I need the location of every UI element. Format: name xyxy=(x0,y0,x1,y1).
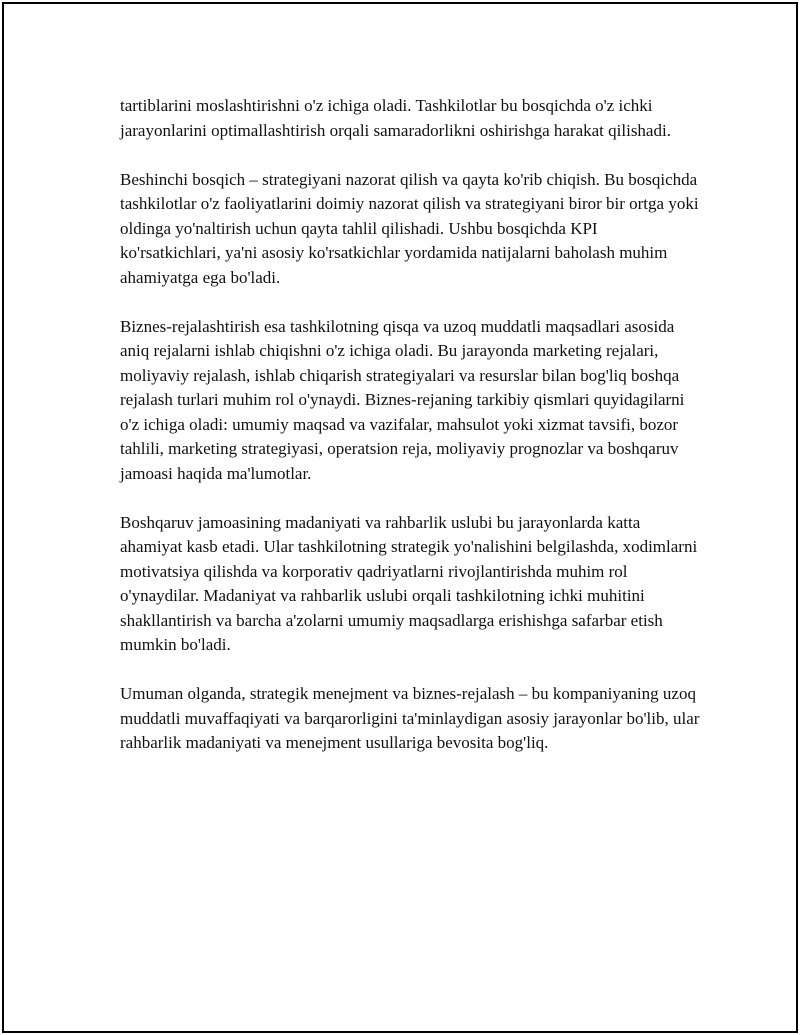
paragraph-fifth-stage: Beshinchi bosqich – strategiyani nazorat qilish va qayta ko'rib chiqish. Bu bosqichda tashkilotlar o'z faoliyatlarini doimiy nazorat qilish va strategiyani biror bir ortga yoki oldinga yo'naltirish uchun qayta tahlil qilishadi. Ushbu bosqichda KPI ko'rsatkichlari, ya'ni asosiy ko'rsatkichlar yordamida natijalarni baholash muhim ahamiyatga ega bo'ladi. xyxy=(120,169,699,287)
paragraph-leadership-culture: Boshqaruv jamoasining madaniyati va rahbarlik uslubi bu jarayonlarda katta ahamiyat kasb etadi. Ular tashkilotning strategik yo'nalishini belgilashda, xodimlarni motivatsiya qilishda va korporativ qadriyatlarni rivojlantirishda muhim rol o'ynaydilar. Madaniyat va rahbarlik uslubi orqali tashkilotning ichki muhitini shakllantirish va barcha a'zolarni umumiy maqsadlarga erishishga safarbar etish mumkin bo'ladi. xyxy=(120,512,698,654)
document-body xyxy=(120,94,700,780)
page-frame xyxy=(2,2,798,1033)
paragraph-business-planning: Biznes-rejalashtirish esa tashkilotning qisqa va uzoq muddatli maqsadlari asosida aniq rejalarni ishlab chiqishni o'z ichiga oladi. Bu jarayonda marketing rejalari, moliyaviy rejalash, ishlab chiqarish strategiyalari va resurslar bilan bog'liq boshqa rejalash turlari muhim rol o'ynaydi. Biznes-rejaning tarkibiy qismlari quyidagilarni o'z ichiga oladi: umumiy maqsad va vazifalar, mahsulot yoki xizmat tavsifi, bozor tahlili, marketing strategiyasi, operatsion reja, moliyaviy prognozlar va boshqaruv jamoasi haqida ma'lumotlar. xyxy=(120,316,685,483)
paragraph-conclusion: Umuman olganda, strategik menejment va biznes-rejalash – bu kompaniyaning uzoq muddatli muvaffaqiyati va barqarorligini ta'minlaydigan asosiy jarayonlar bo'lib, ular rahbarlik madaniyati va menejment usullariga bevosita bog'liq. xyxy=(120,684,700,752)
paragraph-continuation: tartiblarini moslashtirishni o'z ichiga oladi. Tashkilotlar bu bosqichda o'z ichki jarayonlarini optimallashtirish orqali samaradorlikni oshirishga harakat qilishadi. xyxy=(120,96,671,140)
